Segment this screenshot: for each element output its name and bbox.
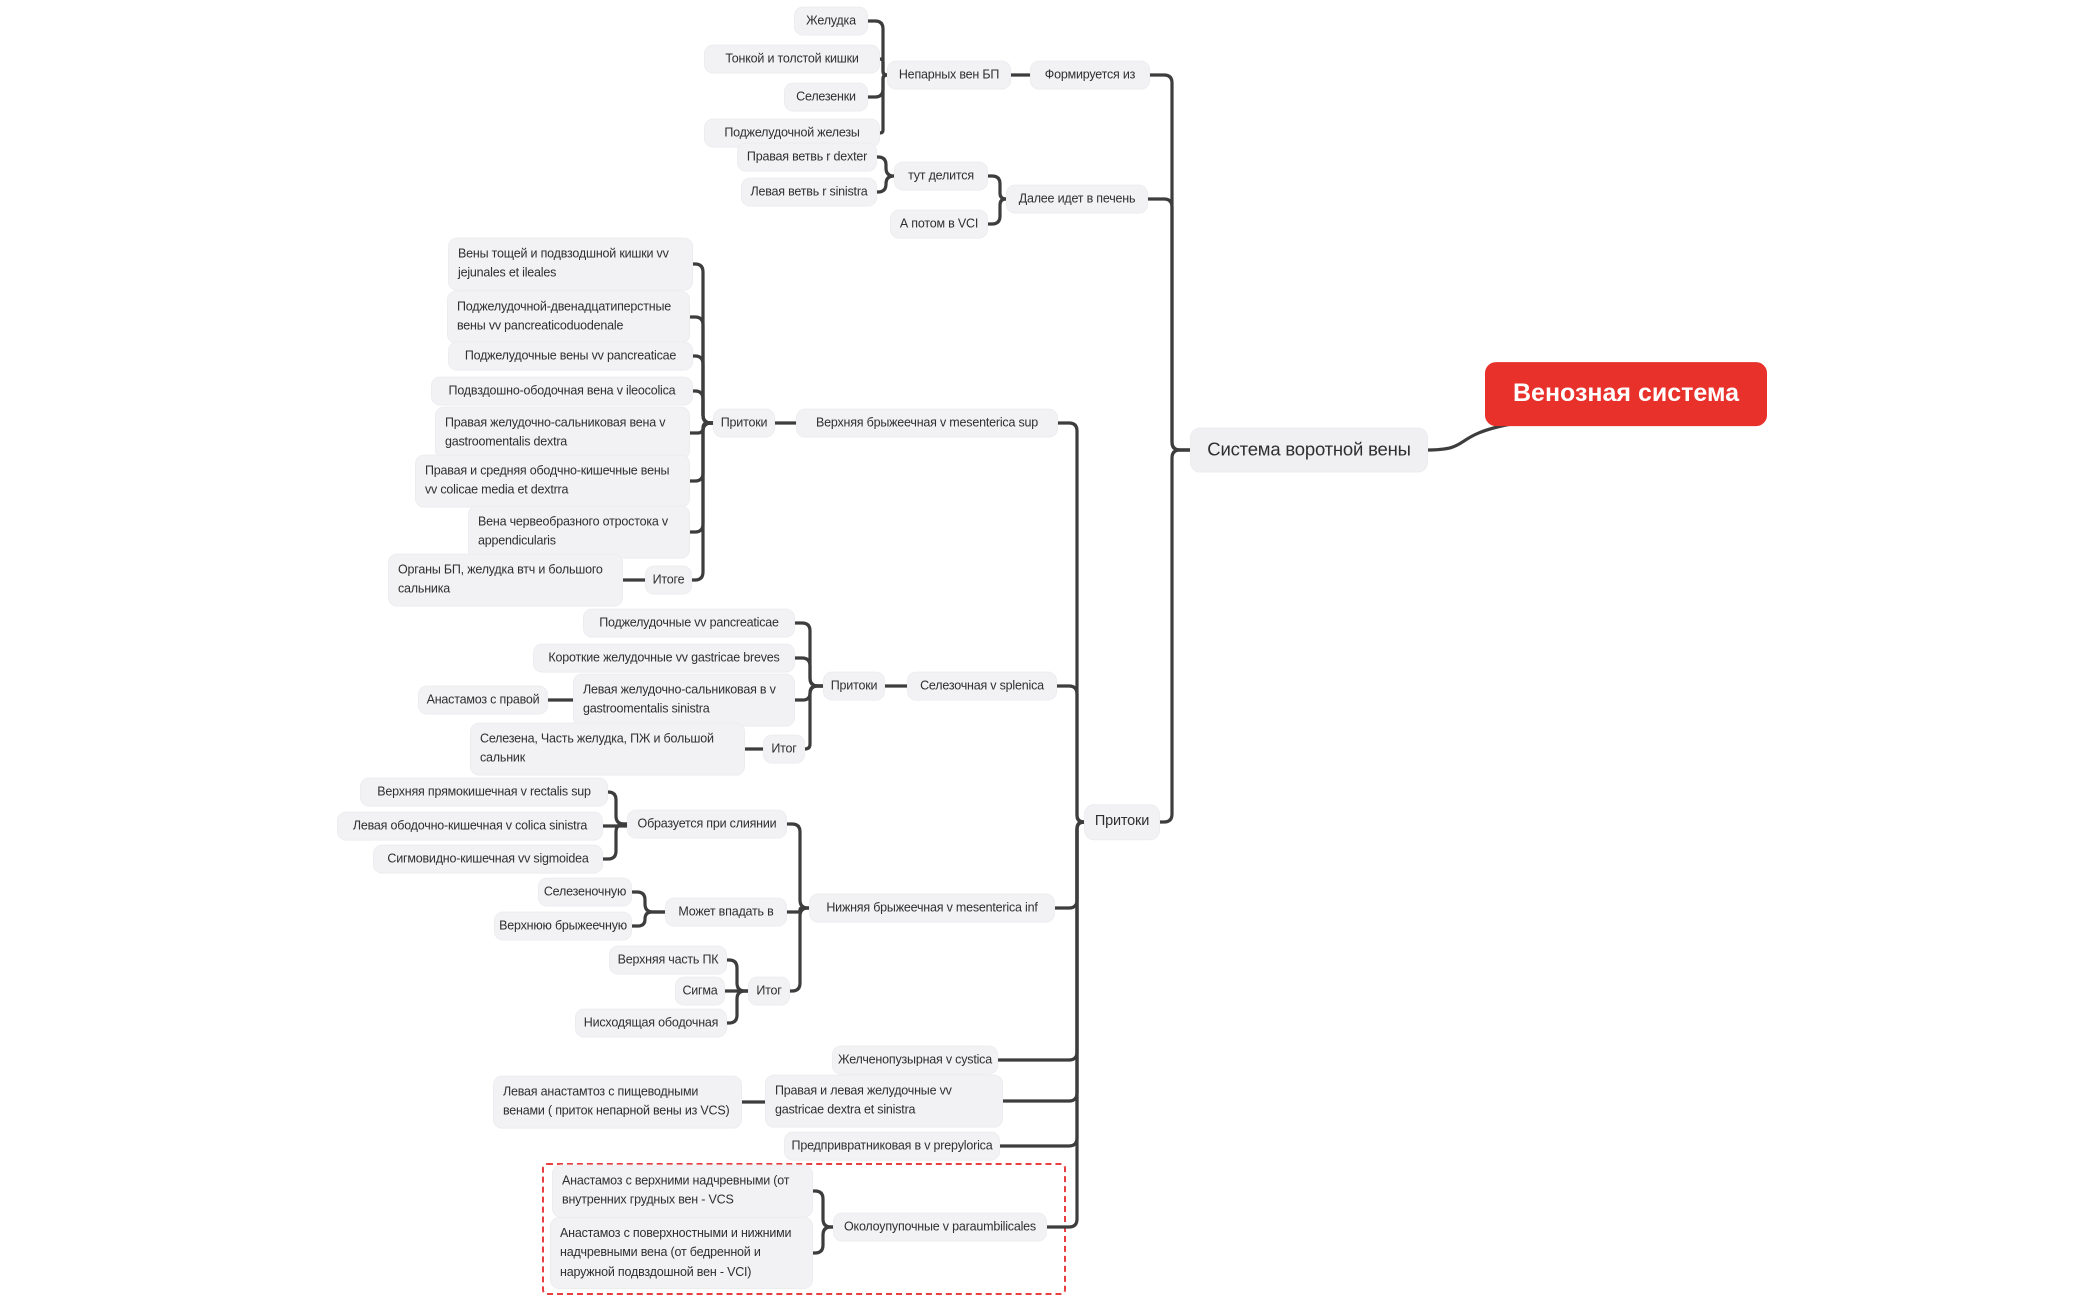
topic-itog_inf[interactable]: Итог <box>748 977 790 1006</box>
topic-appendicular[interactable]: Вена червеобразного отростока v appendicularis <box>468 506 690 559</box>
topic-left_branch[interactable]: Левая ветвь r sinistra <box>741 178 877 207</box>
connector-prepyloric-to-tributaries_main <box>998 822 1086 1146</box>
topic-intestines[interactable]: Тонкой и толстой кишки <box>704 45 880 74</box>
topic-jejunal[interactable]: Вены тощей и подвзодшной кишки vv jejunales et ileales <box>448 238 693 291</box>
topic-prepyloric[interactable]: Предпривратниковая в v prepylorica <box>784 1132 1000 1161</box>
connector-tributaries_main-to-portal <box>1158 450 1192 822</box>
topic-pancreatic_spl[interactable]: Поджелудочные vv pancreaticae <box>583 609 795 638</box>
topic-pancduod[interactable]: Поджелудочной-двенадцатиперстные вены vv pancreaticoduodenale <box>447 291 690 344</box>
connector-descending-to-itog_inf <box>725 991 750 1023</box>
connector-paraumbilical-to-tributaries_main <box>1045 822 1086 1227</box>
topic-descending[interactable]: Нисходящая ободочная <box>575 1009 727 1038</box>
topic-sigma[interactable]: Сигма <box>675 977 725 1006</box>
connector-goes_liver-to-portal <box>1146 199 1192 450</box>
connector-left_branch-to-splits_here <box>875 176 896 192</box>
topic-splenic[interactable]: Селезочная v splenica <box>907 672 1057 701</box>
topic-itoge_sup[interactable]: Итоге <box>645 566 692 595</box>
topic-gastric_rl[interactable]: Правая и левая желудочные vv gastricae dextra et sinistra <box>765 1075 1003 1128</box>
topic-pancreatic_sup[interactable]: Поджелудочные вены vv pancreaticae <box>448 342 693 371</box>
topic-anastomosis_right[interactable]: Анастамоз с правой <box>418 686 548 715</box>
connector-inf_mesenteric-to-tributaries_main <box>1053 822 1086 908</box>
topic-then_vci[interactable]: А потом в VCI <box>890 210 988 239</box>
connector-formed_from-to-portal <box>1148 75 1192 450</box>
connector-cystic-to-tributaries_main <box>996 822 1086 1060</box>
topic-colic_rm[interactable]: Правая и средняя ободчно-кишечные вены vv colicae media et dextrra <box>415 455 690 508</box>
topic-sup_mesenteric[interactable]: Верхняя брыжеечная v mesenterica sup <box>796 409 1058 438</box>
topic-gastroomental_r[interactable]: Правая желудочно-сальниковая вена v gastroomentalis dextra <box>435 407 690 460</box>
topic-portal[interactable]: Система воротной вены <box>1190 428 1428 473</box>
topic-sup_into[interactable]: Верхнюю брыжеечную <box>494 912 632 941</box>
topic-formed_from[interactable]: Формируется из <box>1030 61 1150 90</box>
topic-sigmoid[interactable]: Сигмовидно-кишечная vv sigmoidea <box>373 845 603 874</box>
connector-sup_mesenteric-to-tributaries_main <box>1056 423 1086 822</box>
topic-pancreas_gland[interactable]: Поджелудочной железы <box>704 119 880 148</box>
connector-ileocolic-to-trib_sup <box>691 391 715 423</box>
topic-ileocolic[interactable]: Подвздошно-ободочная вена v ileocolica <box>431 377 693 406</box>
topic-forms_at[interactable]: Образуется при слиянии <box>627 810 787 839</box>
connector-spleen_organ-to-unpaired <box>866 75 889 97</box>
connector-anast_sup_epig-to-paraumbilical <box>811 1191 835 1227</box>
topic-short_gastric[interactable]: Короткие желудочные vv gastricae breves <box>533 644 795 673</box>
topic-inf_mesenteric[interactable]: Нижняя брыжеечная v mesenterica inf <box>809 894 1055 923</box>
connector-sigmoid-to-forms_at <box>601 824 629 859</box>
topic-spleen_result[interactable]: Селезена, Часть желудка, ПЖ и большой сальник <box>470 723 745 776</box>
connector-sup_into-to-may_drain <box>630 912 667 926</box>
connector-upper_pk-to-itog_inf <box>725 960 750 991</box>
topic-paraumbilical[interactable]: Околоупупочные v paraumbilicales <box>833 1213 1047 1242</box>
connector-itog_spl-to-trib_spl <box>803 686 825 749</box>
connector-splits_here-to-goes_liver <box>986 176 1008 199</box>
connector-itog_inf-to-inf_mesenteric <box>788 908 811 991</box>
topic-may_drain[interactable]: Может впадать в <box>665 898 787 927</box>
topic-cystic[interactable]: Желченопузырная v cystica <box>832 1046 998 1075</box>
connector-right_branch-to-splits_here <box>875 157 896 176</box>
topic-tributaries_main[interactable]: Притоки <box>1084 804 1160 840</box>
topic-goes_liver[interactable]: Далее идет в печень <box>1006 185 1148 214</box>
topic-organs_bp[interactable]: Органы БП, желудка втч и большого сальника <box>388 554 623 607</box>
topic-trib_spl[interactable]: Притоки <box>823 672 885 701</box>
connector-short_gastric-to-trib_spl <box>793 658 825 686</box>
topic-gastroomental_l[interactable]: Левая желудочно-сальниковая в v gastroomentalis sinistra <box>573 674 795 727</box>
topic-unpaired[interactable]: Непарных вен БП <box>887 61 1011 90</box>
topic-splits_here[interactable]: тут делится <box>894 162 988 191</box>
topic-itog_spl[interactable]: Итог <box>763 735 805 764</box>
topic-anast_sup_epig[interactable]: Анастамоз с верхними надчревными (от внутренних грудных вен - VCS <box>552 1165 813 1218</box>
topic-anast_inf_epig[interactable]: Анастамоз с поверхностными и нижними надчревными вена (от бедренной и наружной подвздошной вен - VCI) <box>550 1217 813 1289</box>
connector-anast_inf_epig-to-paraumbilical <box>811 1227 835 1253</box>
topic-stomach[interactable]: Желудка <box>794 7 868 36</box>
topic-right_branch[interactable]: Правая ветвь r dexter <box>737 143 877 172</box>
topic-trib_sup[interactable]: Притоки <box>713 409 775 438</box>
connector-itoge_sup-to-trib_sup <box>690 423 715 580</box>
connector-then_vci-to-goes_liver <box>986 199 1008 224</box>
topic-colic_left[interactable]: Левая ободочно-кишечная v colica sinistra <box>337 812 603 841</box>
connector-rectal_sup-to-forms_at <box>606 792 629 824</box>
topic-esoph_anast[interactable]: Левая анастамтоз с пищеводными венами ( приток непарной вены из VCS) <box>493 1076 742 1129</box>
topic-upper_pk[interactable]: Верхняя часть ПК <box>609 946 727 975</box>
topic-root[interactable]: Венозная система <box>1485 362 1767 426</box>
connector-forms_at-to-inf_mesenteric <box>785 824 811 908</box>
topic-spleen_organ[interactable]: Селезенки <box>784 83 868 112</box>
connector-splenic-to-tributaries_main <box>1055 686 1086 822</box>
connector-portal-to-root <box>1426 424 1511 450</box>
connector-splenic_into-to-may_drain <box>630 892 667 912</box>
topic-splenic_into[interactable]: Селезеночную <box>538 878 632 907</box>
topic-rectal_sup[interactable]: Верхняя прямокишечная v rectalis sup <box>360 778 608 807</box>
